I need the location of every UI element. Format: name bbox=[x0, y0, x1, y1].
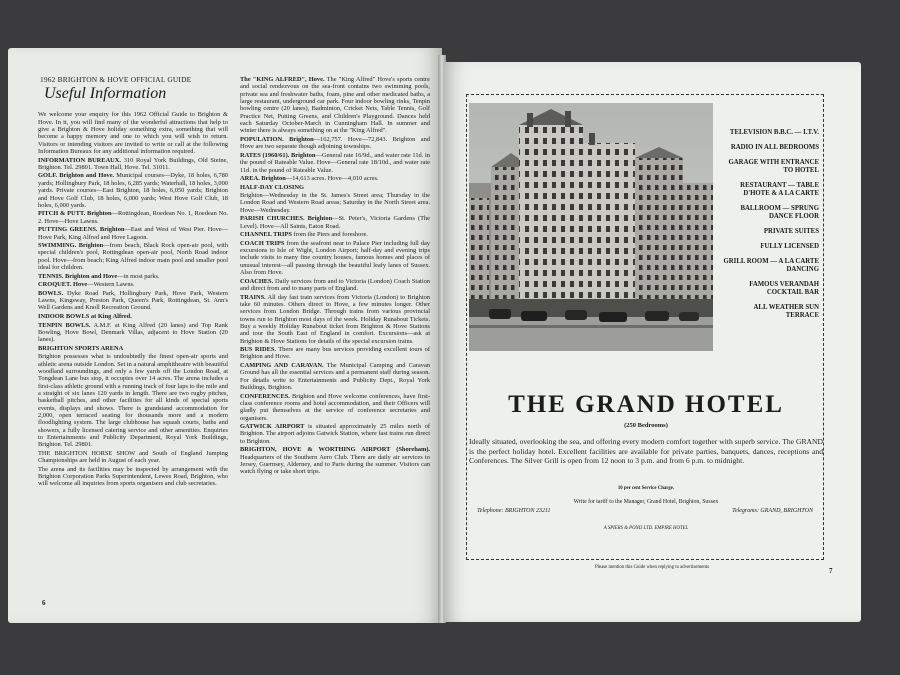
paragraph-lead: BRIGHTON, HOVE & WORTHING AIRPORT (Shoreham). bbox=[240, 446, 430, 454]
paragraph bbox=[240, 446, 430, 475]
paragraph-text: —from beach, Black Rock open-air pool, with special children's pool, Rottingdean open-air pool, North Road indoor pool. Hove—from beach; King Alfred indoor main pool and smaller pool ideal for children. bbox=[38, 242, 229, 272]
advert-mention-note: Please mention this Guide when replying to advertisements bbox=[595, 565, 709, 570]
paragraph bbox=[38, 466, 228, 488]
paragraph-text: Daily services from and to Victoria (London) Coach Station and direct from and to many parts of England. bbox=[240, 277, 430, 292]
paragraph-lead: COACHES. bbox=[240, 277, 274, 285]
paragraph-lead: HALF-DAY CLOSING bbox=[240, 183, 304, 191]
telephone: Telephone: BRIGHTON 23211 bbox=[477, 508, 551, 514]
paragraph bbox=[240, 231, 430, 238]
paragraph-lead: CAMPING AND CARAVAN. bbox=[240, 361, 324, 369]
paragraph bbox=[38, 450, 228, 465]
paragraph-text: —St. Peter's, Victoria Gardens (The Level). Hove—All Saints, Eaton Road. bbox=[240, 215, 431, 230]
facility-item: RADIO IN ALL BEDROOMS bbox=[730, 144, 819, 151]
paragraph bbox=[38, 322, 228, 344]
paragraph-text: —14,613 acres. Hove—4,010 acres. bbox=[285, 175, 379, 183]
paragraph bbox=[240, 346, 430, 361]
paragraph bbox=[240, 215, 430, 230]
paragraph bbox=[240, 76, 430, 135]
column-a-body bbox=[38, 111, 228, 487]
paragraph-text: The Municipal Camping and Caravan Ground has all the essential services and a permanent staff during season. For details write to Entertainments and Publicity Dept., Royal York Buildings, Brighton. bbox=[240, 361, 430, 391]
facility-item: FULLY LICENSED bbox=[760, 243, 819, 250]
paragraph-text: All day fast train services from Victoria (London) to Brighton take 60 minutes. Others direct to Hove, a few minutes longer. Other services from London Bridge. Through trains from various provincial towns run to Brighton most days of the week. Holiday Runabout Tickets. Buy a weekly Holiday Runabout ticket from Brighton & Hove Stations and tour the South East of England in comfort. Excursions—ask at Brighton & Hove Stations for details of the special excursion trains. bbox=[240, 293, 430, 345]
paragraph-lead: CROQUET. Hove bbox=[38, 281, 88, 289]
paragraph-lead: POPULATION. Brighton bbox=[240, 135, 314, 143]
paragraph-lead: CONFERENCES. bbox=[240, 392, 290, 400]
paragraph-text: —General rate 16/9d., and water rate 11d. in the pound of Rateable Value. Hove—General rate 18/10d., and water rate 11d. in the pound of Rateable Value. bbox=[240, 151, 430, 174]
paragraph-text: is situated approximately 25 miles north of Brighton. The airport adjoins Gatwick Station, where fast trains run direct to Brighton. bbox=[240, 423, 430, 445]
paragraph bbox=[38, 290, 228, 312]
page-title: Useful Information bbox=[44, 85, 167, 103]
paragraph-lead: GOLF. Brighton and Hove. bbox=[38, 172, 115, 180]
facility-item: GRILL ROOM — A LA CARTE DANCING bbox=[723, 258, 819, 273]
paragraph-text: Brighton possesses what is undoubtedly the finest open-air sports and athletic arena outside London. Set in a natural amphitheatre with beautiful woodland surroundings, and only a few yards off the London Road, at Tongdean Lane bus stop, it occupies over 14 acres. The arena includes a first-class athletic ground with a running track of four laps to the mile and a straight of six lanes 120 yards in length. There are two rugby pitches, basketball pitches, and other facilities for all kinds of special sports events, displays and shows. There is grandstand accommodation for 2,000, open terraced seating for thousands more and a modern floodlighting system. The large clubhouse has squash courts, baths and showers, a fully licensed catering service and other amenities. Enquiries to Entertainments and Publicity Department, Royal York Buildings, Brighton. Tel. 29801. bbox=[38, 353, 228, 449]
paragraph-lead: GATWICK AIRPORT bbox=[240, 423, 305, 431]
paragraph bbox=[38, 273, 228, 280]
paragraph-text: The "King Alfred" Hove's sports centre and social rendezvous on the sea-front contains two swimming pools, private sea and freshwater baths, foam, pine and other medicated baths, a large restaurant, underground car park. Four indoor bowling rinks, Tenpin bowling centre (20 lanes), Badminton, Cricket Nets, Table Tennis, Golf Practice Net, Putting Greens, and Children's Playground. Dances held each Saturday October-March in Cunningham Hall. In summer and winter there is always something on at the "King Alfred". bbox=[240, 76, 430, 135]
hotel-photo bbox=[469, 103, 713, 351]
paragraph bbox=[240, 278, 430, 293]
facility-item: RESTAURANT — TABLE D'HOTE & A LA CARTE bbox=[740, 182, 819, 197]
paragraph-text: —in most parks. bbox=[117, 272, 160, 280]
paragraph-text: Dyke Road Park, Hollingbury Park, Hove Park, Western Lawns, Kingsway, Preston Park, Queen's Park, Rottingdean, St. Ann's Well Gardens and Knoll Recreation Ground. bbox=[38, 289, 228, 312]
paragraph bbox=[38, 226, 228, 241]
paragraph bbox=[38, 172, 228, 209]
column-a bbox=[38, 76, 228, 489]
paragraph-lead: The "KING ALFRED", Hove. bbox=[240, 76, 325, 83]
service-charge: 10 per cent Service Charge. bbox=[617, 486, 675, 491]
column-b-body bbox=[240, 76, 430, 476]
paragraph-text: The arena and its facilities may be inspected by arrangement with the Brighton Corporation Parks Superintendent, Lewes Road, Brighton, who will welcome all inquiries from sports organisers and club secretaries. bbox=[38, 465, 228, 488]
paragraph-text: from the seafront near to Palace Pier including full day excursions to Isle of Wight, London Airport; half-day and evening trips include visits to many fine country houses, famous homes and places of unusual interest—all passing through the beautiful leafy lanes of Sussex. Also from Hove. bbox=[240, 239, 430, 277]
hotel-advertisement bbox=[466, 94, 824, 560]
paragraph bbox=[38, 111, 228, 155]
paragraph-text: —East and West of West Pier. Hove—Hove Park, King Alfred and Hove Lagoon. bbox=[38, 226, 228, 241]
paragraph bbox=[240, 423, 430, 445]
paragraph-text: 310 Royal York Buildings, Old Steine, Brighton. Tel. 29801. Town Hall, Hove. Tel. 31011. bbox=[38, 156, 228, 171]
paragraph-lead: INFORMATION BUREAUX. bbox=[38, 156, 122, 164]
paragraph bbox=[240, 240, 430, 277]
paragraph-lead: TENPIN BOWLS. bbox=[38, 321, 91, 329]
paragraph bbox=[38, 345, 228, 352]
page-number-right: 7 bbox=[829, 567, 833, 575]
paragraph-lead: INDOOR BOWLS at King Alfred. bbox=[38, 312, 132, 320]
paragraph-text: Headquarters of the Southern Aero Club. There are daily air services to Jersey, Guernsey, Alderney, and to Paris during the summer. Visitors can watch flying or take short trips. bbox=[240, 453, 430, 476]
paragraph-lead: TENNIS. Brighton and Hove bbox=[38, 272, 118, 280]
facility-item: GARAGE WITH ENTRANCE TO HOTEL bbox=[728, 159, 819, 174]
paragraph-text: THE BRIGHTON HORSE SHOW and South of England Jumping Championships are held in August of each year. bbox=[38, 449, 228, 465]
guide-header: 1962 BRIGHTON & HOVE OFFICIAL GUIDE bbox=[40, 75, 192, 84]
page-number-left: 6 bbox=[42, 599, 46, 607]
facilities-list bbox=[719, 129, 819, 327]
hotel-title: THE GRAND HOTEL bbox=[508, 391, 784, 418]
paragraph-lead: SWIMMING. Brighton bbox=[38, 242, 104, 250]
paragraph-text: Brighton—Wednesday in the St. James's Street area; Thursday in the London Road and Western Road areas; Saturday in the North Street area. Hove—Wednesday. bbox=[240, 192, 430, 214]
paragraph-lead: TRAINS. bbox=[240, 293, 266, 301]
paragraph-text: from the Piers and foreshore. bbox=[291, 231, 368, 239]
paragraph-lead: RATES (1960/61). Brighton bbox=[240, 151, 316, 159]
bedroom-count: (250 Bedrooms) bbox=[624, 422, 668, 429]
telegrams: Telegrams: GRAND, BRIGHTON bbox=[732, 508, 813, 514]
paragraph-lead: BUS RIDES. bbox=[240, 346, 276, 354]
hotel-building-image bbox=[469, 103, 713, 351]
paragraph bbox=[38, 210, 228, 225]
paragraph-text: —162,757. Hove—72,843. Brighton and Hove are two separate though adjoining townships. bbox=[240, 135, 430, 151]
paragraph-text: There are many bus services providing excellent tours of Brighton and Hove. bbox=[240, 346, 430, 361]
tariff-line: Write for tariff to the Manager, Grand Hotel, Brighton, Sussex bbox=[573, 499, 719, 505]
paragraph-text: Municipal courses—Dyke, 18 holes, 6,780 yards; Hollingbury Park, 18 holes, 6,285 yards; Waterhall, 18 holes, 3,000 yards. Private courses—East Brighton, 18 holes, 6,050 yards; Brighton and Hove Golf Club, 18 holes, 6,000 yards; West Hove Golf Club, 18 holes, 6,000 yards. bbox=[38, 172, 228, 209]
paragraph bbox=[38, 242, 228, 271]
paragraph bbox=[38, 157, 228, 172]
facility-item: PRIVATE SUITES bbox=[763, 228, 819, 235]
paragraph-lead: PARISH CHURCHES. Brighton bbox=[240, 215, 333, 223]
paragraph bbox=[240, 294, 430, 345]
right-page bbox=[443, 62, 861, 622]
paragraph-text: A.M.F. at King Alfred (20 lanes) and Top Rank Bowling, Hove Bowl, Denmark Villas, adjacent to Hove Station (20 lanes). bbox=[38, 321, 228, 344]
paragraph-text: We welcome your enquiry for this 1962 Official Guide to Brighton & Hove. In it, you will find many of the wonderful attractions that help to give a Brighton & Hove holiday something extra, something that will become a happy memory and one to which you will wish to return. Visitors or intending visitors are invited to write or call at the following Information Bureaux for any additional information required. bbox=[38, 111, 228, 156]
advert-body: Ideally situated, overlooking the sea, and offering every modern comfort together with superb service. The GRAND is the perfect holiday hotel. Excellent facilities are available for private parties, banquets, dances, receptions and Conferences. The Silver Grill is open from 12 noon to 3 p.m. and from 6 p.m. to midnight. bbox=[469, 437, 823, 466]
paragraph bbox=[240, 152, 430, 174]
paragraph-lead: AREA. Brighton bbox=[240, 175, 286, 183]
printer-credit: A SPIERS & POND LTD. EMPIRE HOTEL bbox=[603, 526, 689, 531]
column-b bbox=[240, 76, 430, 477]
facility-item: FAMOUS VERANDAH COCKTAIL BAR bbox=[749, 281, 819, 296]
facility-item: TELEVISION B.B.C. — I.T.V. bbox=[729, 129, 819, 136]
facility-item: BALLROOM — SPRUNG DANCE FLOOR bbox=[740, 205, 819, 220]
paragraph bbox=[38, 353, 228, 448]
paragraph-lead: BRIGHTON SPORTS ARENA bbox=[38, 344, 124, 352]
facility-item: ALL WEATHER SUN TERRACE bbox=[753, 304, 819, 319]
left-page bbox=[8, 48, 442, 623]
paragraph bbox=[240, 175, 430, 182]
paragraph-lead: COACH TRIPS bbox=[240, 239, 285, 247]
paragraph-lead: CHANNEL TRIPS bbox=[240, 231, 292, 239]
paragraph-text: —Rottingdean, Roedean No. 1, Roedean No. 2. Hove—Hove Lawns. bbox=[38, 210, 228, 225]
paragraph bbox=[38, 313, 228, 320]
paragraph-lead: PUTTING GREENS. Brighton bbox=[38, 226, 125, 234]
paragraph bbox=[240, 192, 430, 214]
paragraph bbox=[240, 184, 430, 191]
paragraph bbox=[240, 393, 430, 422]
paragraph-lead: BOWLS. bbox=[38, 289, 64, 297]
paragraph bbox=[38, 281, 228, 288]
paragraph bbox=[240, 136, 430, 151]
paragraph-lead: PITCH & PUTT. Brighton bbox=[38, 210, 112, 218]
paragraph bbox=[240, 362, 430, 391]
paragraph-text: Brighton and Hove welcome conferences, have first-class conference rooms and hotel accommodation, and their Officers will gladly put themselves at the service of conference secretaries and organisers. bbox=[240, 392, 430, 422]
paragraph-text: —Western Lawns. bbox=[87, 281, 135, 289]
